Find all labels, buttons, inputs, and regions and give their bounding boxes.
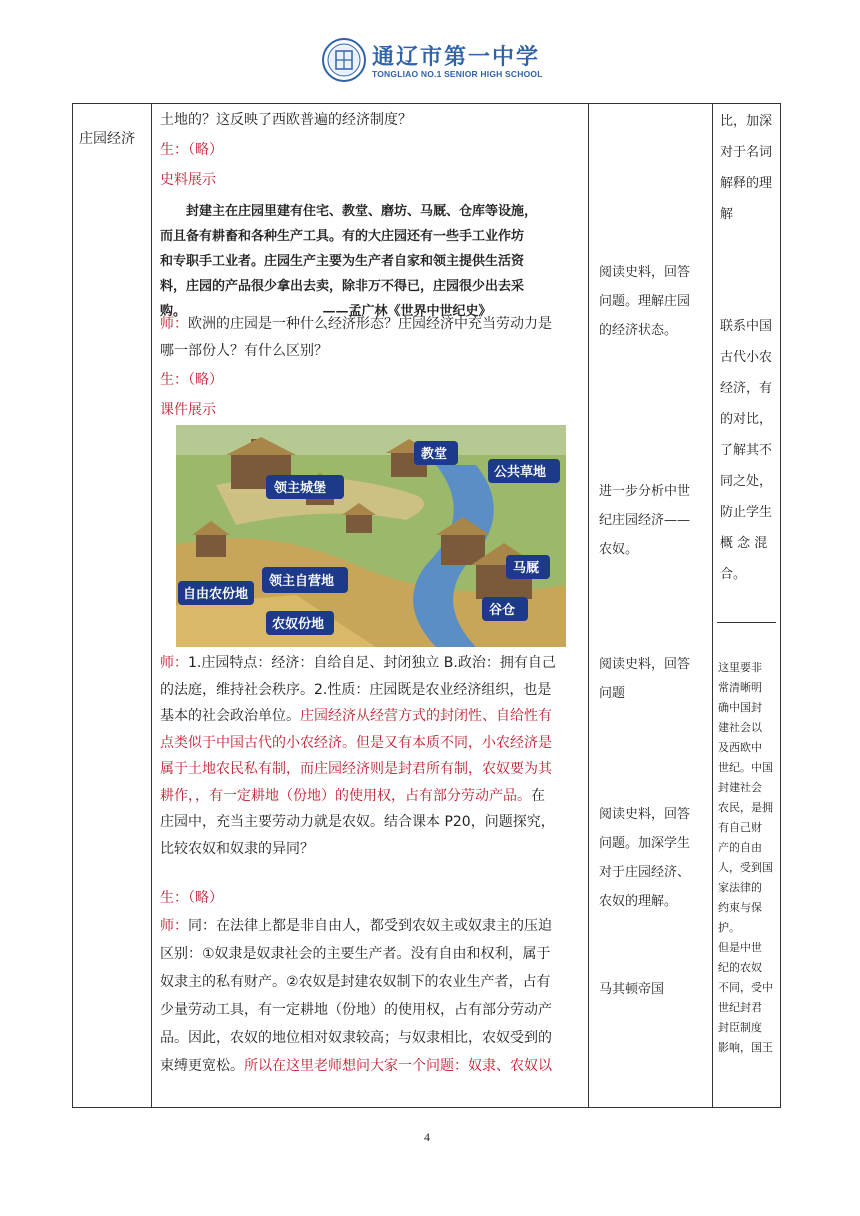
intent-line: 同之处， bbox=[720, 474, 773, 489]
intent-line: 产的自由 bbox=[718, 841, 762, 854]
intent-line: 解 bbox=[720, 207, 734, 222]
intent-line: 不同，受中 bbox=[718, 981, 773, 994]
activity-line: 问题。理解庄园 bbox=[599, 294, 691, 309]
intent-line: 古代小农 bbox=[720, 350, 773, 365]
student-answer: 生：（略） bbox=[160, 890, 223, 906]
activity-line: 马其顿帝国 bbox=[599, 982, 665, 997]
content-line: 庄园中，充当主要劳动力就是农奴。结合课本 P20，问题探究， bbox=[160, 814, 555, 830]
intent-line: 建社会以 bbox=[718, 721, 762, 734]
intent-line: 的对比， bbox=[720, 412, 773, 427]
activity-line: 农奴的理解。 bbox=[599, 894, 678, 909]
source-heading: 史料展示 bbox=[160, 172, 216, 188]
quote-line: 和专职手工业者。庄园生产主要为生产者自家和领主提供生活资 bbox=[160, 254, 525, 269]
intent-line: 但是中世 bbox=[718, 941, 762, 954]
intent-line: 纪的农奴 bbox=[718, 961, 762, 974]
label-stable: 马厩 bbox=[513, 561, 540, 576]
quote-line: 购。 ——孟广林《世界中世纪史》 bbox=[160, 304, 492, 319]
intent-line: 确中国封 bbox=[718, 701, 762, 714]
section-title: 庄园经济 bbox=[79, 131, 135, 147]
activity-line: 问题。加深学生 bbox=[599, 836, 691, 851]
intent-line: 及西欧中 bbox=[718, 741, 762, 754]
activity-read-source bbox=[599, 258, 690, 345]
content-line: 奴隶主的私有财产。②农奴是封建农奴制下的农业生产者，占有 bbox=[160, 974, 551, 990]
intent-line: 封臣制度 bbox=[718, 1021, 762, 1034]
content-line: 基本的社会政治单位。庄园经济从经营方式的封闭性、自给性有 bbox=[160, 708, 552, 724]
column-divider bbox=[588, 104, 589, 1107]
activity-line: 问题 bbox=[599, 686, 626, 701]
source-quote bbox=[160, 199, 537, 324]
content-line: 区别：①奴隶是奴隶社会的主要生产者。没有自由和权利，属于 bbox=[160, 946, 551, 962]
intent-line: 护。 bbox=[718, 921, 740, 934]
intent-line: 这里要非 bbox=[718, 661, 762, 674]
page-header bbox=[322, 36, 562, 86]
content-line: 属于土地农民私有制，而庄园经济则是封君所有制，农奴要为其 bbox=[160, 761, 552, 777]
intent-line: 影响，国王 bbox=[718, 1041, 773, 1054]
activity-line: 阅读史料，回答 bbox=[599, 657, 691, 672]
activity-read-answer bbox=[599, 650, 690, 708]
activity-line: 的经济状态。 bbox=[599, 323, 678, 338]
content-line: 1.庄园特点：经济：自给自足、封闭独立 B.政治：拥有自己 bbox=[188, 655, 556, 671]
school-name-cn: 通辽市第一中学 bbox=[372, 45, 541, 70]
activity-line: 阅读史料，回答 bbox=[599, 265, 691, 280]
content-line: 土地的？这反映了西欧普遍的经济制度？ bbox=[160, 112, 412, 128]
intent-line: 防止学生 bbox=[720, 505, 773, 520]
intent-line: 合。 bbox=[720, 567, 747, 582]
slide-heading: 课件展示 bbox=[160, 402, 216, 418]
label-granary: 谷仓 bbox=[489, 603, 516, 618]
intent-note bbox=[718, 658, 773, 1058]
student-answer: 生：（略） bbox=[160, 372, 223, 388]
content-line: 比较农奴和奴隶的异同？ bbox=[160, 840, 314, 857]
intent-line: 世纪封君 bbox=[718, 1001, 762, 1014]
intent-line: 常清晰明 bbox=[718, 681, 762, 694]
label-common: 公共草地 bbox=[494, 465, 547, 480]
activity-line: 进一步分析中世 bbox=[599, 484, 691, 499]
intent-line: 农民，是拥 bbox=[718, 801, 773, 814]
intent-line: 家法律的 bbox=[718, 881, 762, 894]
label-castle: 领主城堡 bbox=[274, 481, 327, 496]
intent-line: 对于名词 bbox=[720, 145, 773, 160]
label-church: 教堂 bbox=[421, 447, 448, 462]
activity-line: 阅读史料，回答 bbox=[599, 807, 691, 822]
activity-line: 农奴。 bbox=[599, 542, 639, 557]
content-line: 的法庭，维持社会秩序。2.性质：庄园既是农业经济组织，也是 bbox=[160, 681, 552, 698]
student-answer: 生：（略） bbox=[160, 142, 223, 158]
quote-line: 料，庄园的产品很少拿出去卖，除非万不得已，庄园很少出去采 bbox=[160, 279, 525, 294]
intent-block bbox=[720, 311, 772, 590]
activity-deepen bbox=[599, 800, 690, 916]
manor-illustration bbox=[176, 425, 566, 647]
activity-line: 纪庄园经济—— bbox=[599, 513, 691, 528]
column-divider bbox=[151, 104, 152, 1107]
intent-line: 人，受到国 bbox=[718, 861, 773, 874]
intent-line: 有自己财 bbox=[718, 821, 762, 834]
label-serf-land: 农奴份地 bbox=[272, 617, 325, 632]
content-line: 少量劳动工具，有一定耕地（份地）的使用权，占有部分劳动产 bbox=[160, 1002, 552, 1018]
teacher-explanation: 师：1.庄园特点：经济：自给自足、封闭独立 B.政治：拥有自己 的法庭，维持社会秩序。2.性质：庄园既是农业经济组织，也是 基本的社会政治单位。庄园经济从经营方式的封闭性、自给性有 点类似于中国古代的小农经济。但是又有本质不同，小农经济是 属于土地农民私有制，而庄园经济则是封君所有制，农奴要为其 耕作，，有一定耕地（份地）的使用权，占有部分劳动产品。在 庄园中，充当主要劳动力就是农奴。结合课本 P20，问题探究， 比较农奴和奴隶的异同？ bbox=[160, 650, 556, 862]
intent-line: 封建社会 bbox=[718, 781, 762, 794]
manor-map-image bbox=[176, 425, 566, 647]
intent-line: 了解其不 bbox=[720, 443, 773, 458]
content-line: 品。因此，农奴的地位相对奴隶较高；与奴隶相比，农奴受到的 bbox=[160, 1030, 552, 1046]
quote-line: 而且备有耕畜和各种生产工具。有的大庄园还有一些手工业作坊 bbox=[160, 229, 525, 244]
teacher-question: 师：欧洲的庄园是一种什么经济形态？庄园经济中充当劳动力是 bbox=[160, 316, 552, 332]
school-name-en: TONGLIAO NO.1 SENIOR HIGH SCHOOL bbox=[372, 69, 543, 79]
content-line: 师：同：在法律上都是非自由人，都受到农奴主或奴隶主的压迫 bbox=[160, 918, 552, 934]
content-line: 耕作，，有一定耕地（份地）的使用权，占有部分劳动产品。在 bbox=[160, 787, 545, 804]
activity-macedon bbox=[599, 975, 664, 1004]
intent-line: 解释的理 bbox=[720, 176, 773, 191]
intent-note-box bbox=[717, 622, 776, 623]
activity-line: 对于庄园经济、 bbox=[599, 865, 691, 880]
label-demesne: 领主自营地 bbox=[269, 574, 335, 589]
content-line: 点类似于中国古代的小农经济。但是又有本质不同，小农经济是 bbox=[160, 734, 552, 751]
intent-block bbox=[720, 106, 772, 230]
intent-line: 经济，有 bbox=[720, 381, 773, 396]
page-number: 4 bbox=[424, 1130, 430, 1144]
intent-line: 约束与保 bbox=[718, 901, 762, 914]
comparison-block bbox=[160, 884, 552, 1080]
content-line: 束缚更宽松。所以在这里老师想问大家一个问题：奴隶、农奴以 bbox=[160, 1058, 552, 1074]
intent-line: 比，加深 bbox=[720, 114, 773, 129]
teacher-question: 哪一部份人？有什么区别？ bbox=[160, 343, 328, 359]
intent-line: 联系中国 bbox=[720, 319, 773, 334]
school-logo-icon bbox=[322, 38, 366, 82]
activity-analyze bbox=[599, 477, 690, 564]
intent-line: 世纪。中国 bbox=[718, 761, 773, 774]
lesson-table bbox=[72, 103, 781, 1108]
column-divider bbox=[712, 104, 713, 1107]
quote-line: 封建主在庄园里建有住宅、教堂、磨坊、马厩、仓库等设施， bbox=[160, 204, 538, 219]
intent-line: 概 念 混 bbox=[720, 536, 768, 551]
label-free-land: 自由农份地 bbox=[183, 587, 249, 602]
